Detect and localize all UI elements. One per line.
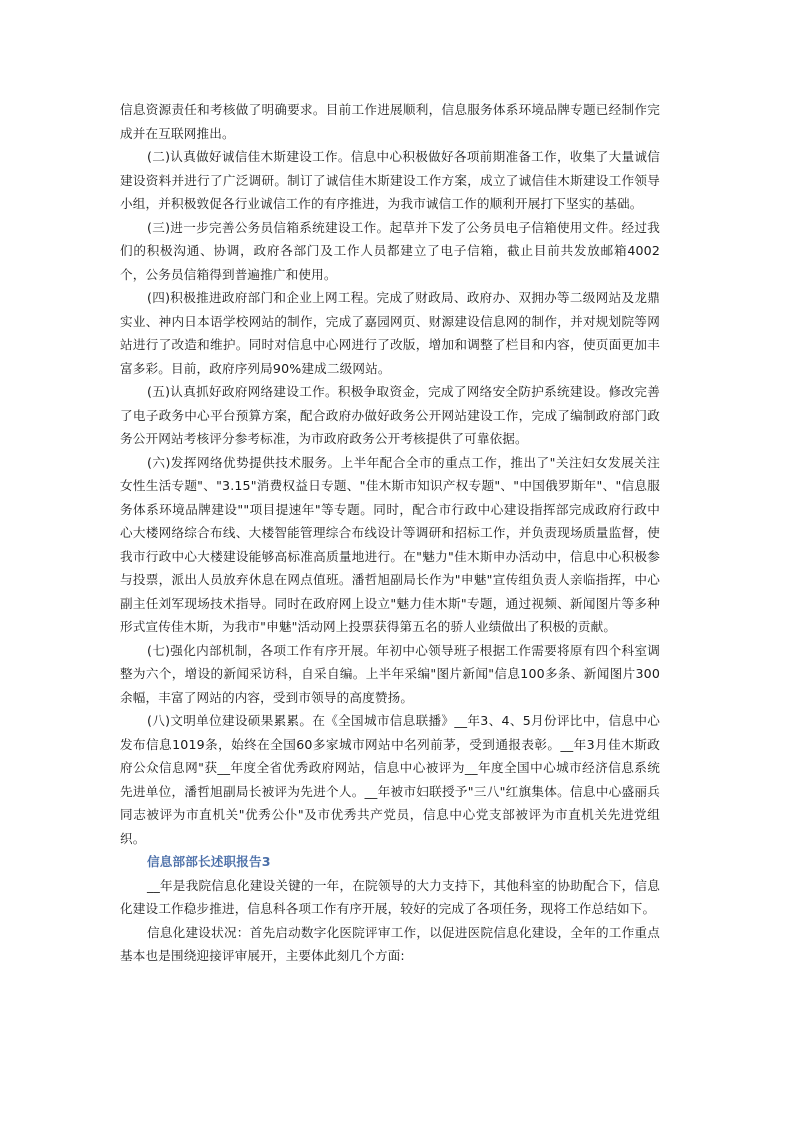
paragraph-section-4: (四)积极推进政府部门和企业上网工程。完成了财政局、政府办、双拥办等二级网站及龙鼎实业、神内日本语学校网站的制作，完成了嘉园网页、财源建设信息网的制作，并对规划院等网站进行了改造和维护。同时对信息中心网进行了改版，增加和调整了栏目和内容，使页面更加丰富多彩。目前，政府序列局90%建成二级网站。 [120,290,660,376]
paragraph-section-6: (六)发挥网络优势提供技术服务。上半年配合全市的重点工作，推出了"关注妇女发展关注女性生活专题"、"3.15"消费权益日专题、"佳木斯市知识产权专题"、"中国俄罗斯年"、"信息服务体系环境品牌建设""项目提速年"等专题。同时，配合市行政中心建设指挥部完成政府行政中心大楼网络综合布线、大楼智能管理综合布线设计等调研和招标工作，并负责现场质量监督，使我市行政中心大楼建设能够高标准高质量地进行。在"魅力"佳木斯申办活动中，信息中心积极参与投票，派出人员放弃休息在网点值班。潘哲旭副局长作为"申魅"宣传组负责人亲临指挥，中心副主任刘军现场技术指导。同时在政府网上设立"魅力佳木斯"专题，通过视频、新闻图片等多种形式宣传佳木斯，为我市"申魅"活动网上投票获得第五名的骄人业绩做出了积极的贡献。 [120,454,660,634]
paragraph-section-2: (二)认真做好诚信佳木斯建设工作。信息中心积极做好各项前期准备工作，收集了大量诚信建设资料并进行了广泛调研。制订了诚信佳木斯建设工作方案，成立了诚信佳木斯建设工作领导小组，并积极敦促各行业诚信工作的有序推进，为我市诚信工作的顺利开展打下坚实的基础。 [120,149,660,211]
report-heading: 信息部部长述职报告3 [147,854,271,869]
paragraph-section-5: (五)认真抓好政府网络建设工作。积极争取资金，完成了网络安全防护系统建设。修改完善了电子政务中心平台预算方案，配合政府办做好政务公开网站建设工作，完成了编制政府部门政务公开网站考核评分参考标准，为市政府政务公开考核提供了可靠依据。 [120,384,660,446]
paragraph-intro: 信息资源责任和考核做了明确要求。目前工作进展顺利，信息服务体系环境品牌专题已经制作完成并在互联网推出。 [120,102,660,141]
paragraph-report-status: 信息化建设状况：首先启动数字化医院评审工作，以促进医院信息化建设，全年的工作重点基本也是围绕迎接评审展开，主要体此刻几个方面: [120,924,660,963]
paragraph-section-8: (八)文明单位建设硕果累累。在《全国城市信息联播》__年3、4、5月份评比中，信息中心发布信息1019条，始终在全国60多家城市网站中名列前茅，受到通报表彰。__年3月佳木斯政府公众信息网"获__年度全省优秀政府网站，信息中心被评为__年度全国中心城市经济信息系统先进单位，潘哲旭副局长被评为先进个人。__年被市妇联授予"三八"红旗集体。信息中心盛丽兵同志被评为市直机关"优秀公仆"及市优秀共产党员，信息中心党支部被评为市直机关先进党组织。 [120,713,660,846]
paragraph-section-7: (七)强化内部机制，各项工作有序开展。年初中心领导班子根据工作需要将原有四个科室调整为六个，增设的新闻采访科，自采自编。上半年采编"图片新闻"信息100多条、新闻图片300余幅，丰富了网站的内容，受到市领导的高度赞扬。 [120,642,660,705]
paragraph-section-3: (三)进一步完善公务员信箱系统建设工作。起草并下发了公务员电子信箱使用文件。经过我们的积极沟通、协调，政府各部门及工作人员都建立了电子信箱，截止目前共发放邮箱4002个，公务员信箱得到普遍推广和使用。 [120,219,660,282]
document-page [120,98,660,968]
paragraph-report-intro: __年是我院信息化建设关键的一年，在院领导的大力支持下，其他科室的协助配合下，信息化建设工作稳步推进，信息科各项工作有序开展，较好的完成了各项任务，现将工作总结如下。 [120,877,660,916]
